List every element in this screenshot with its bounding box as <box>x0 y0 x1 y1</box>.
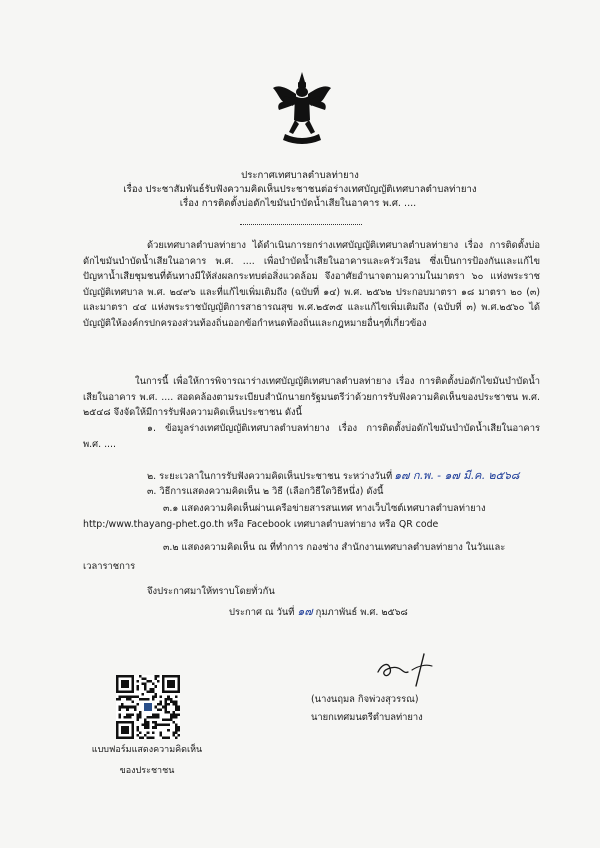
item-1: ๑. ข้อมูลร่างเทศบัญญัติเทศบาลตำบลท่ายาง เรื่อง การติดตั้งบ่อดักไขมันบำบัดน้ำเสียในอาคาร พ.ศ. .... <box>83 423 540 450</box>
garuda-emblem-icon <box>271 70 333 148</box>
item-2-text: ๒. ระยะเวลาในการรับฟังความคิดเห็นประชาชน ระหว่างวันที่ <box>147 471 393 482</box>
signer-name: (นางนฤมล กิจพ่วงสุวรรณ) <box>311 694 419 705</box>
item-3: ๓. วิธีการแสดงความคิดเห็น ๒ วิธี (เลือกวิธีใดวิธีหนึ่ง) ดังนี้ <box>147 486 384 497</box>
intro-paragraph: ด้วยเทศบาลตำบลท่ายาง ได้ดำเนินการยกร่างเทศบัญญัติเทศบาลตำบลท่ายาง เรื่อง การติดตั้งบ่อดักไขมันบำบัดน้ำเสียในอาคาร พ.ศ. .... เพื่อบำบัดน้ำเสียในอาคารและครัวเรือน ซึ่งเป็นการป้องกันและแก้ไขปัญหาน้ำเสียชุมชนที่ต้นทางมีให้ส่งผลกระทบต่อสิ่งแวดล้อม จึงอาศัยอำนาจตามความในมาตรา ๖๐ แห่งพระราชบัญญัติเทศบาล พ.ศ. ๒๔๙๖ และที่แก้ไขเพิ่มเติมถึง (ฉบับที่ ๑๔) พ.ศ. ๒๕๖๒ ประกอบมาตรา ๑๘ มาตรา ๒๐ (๓) และมาตรา ๔๔ แห่งพระราชบัญญัติการสาธารณสุข พ.ศ.๒๕๓๕ และแก้ไขเพิ่มเติมถึง (ฉบับที่ ๓) พ.ศ.๒๕๖๐ ได้บัญญัติให้องค์กรปกครองส่วนท้องถิ่นออกข้อกำหนดท้องถิ่นและกฎหมายอื่นๆที่เกี่ยวข้อง <box>83 240 540 329</box>
signature-icon <box>372 650 452 688</box>
qr-caption-line-2: ของประชาชน <box>119 766 175 776</box>
item-2 <box>147 469 519 484</box>
date-rest: กุมภาพันธ์ พ.ศ. ๒๕๖๘ <box>315 607 408 618</box>
date-prefix: ประกาศ ณ วันที่ <box>229 607 295 618</box>
item-3-2-line-1: ๓.๒ แสดงความคิดเห็น ณ ที่ทำการ กองช่าง สำนักงานเทศบาลตำบลท่ายาง ในวันและ <box>163 542 506 553</box>
handwritten-day: ๑๗ <box>297 605 313 618</box>
closing-line: จึงประกาศมาให้ทราบโดยทั่วกัน <box>147 586 275 597</box>
announcement-date <box>229 605 408 620</box>
divider <box>240 224 362 225</box>
signer-position: นายกเทศมนตรีตำบลท่ายาง <box>311 712 423 723</box>
handwritten-period: ๑๗ ก.พ. - ๑๗ มี.ค. ๒๕๖๘ <box>394 469 520 482</box>
subject-line-2: เรื่อง การติดตั้งบ่อดักไขมันบำบัดน้ำเสียในอาคาร พ.ศ. .... <box>179 198 417 209</box>
qr-code-icon[interactable] <box>116 675 180 739</box>
item-3-2-line-2: เวลาราชการ <box>83 561 136 572</box>
subject-line: เรื่อง ประชาสัมพันธ์รับฟังความคิดเห็นประชาชนต่อร่างเทศบัญญัติเทศบาลตำบลท่ายาง <box>123 184 477 195</box>
qr-caption-line-1: แบบฟอร์มแสดงความคิดเห็น <box>91 745 203 755</box>
item-3-1-line-2: http:/www.thayang-phet.go.th หรือ Facebook เทศบาลตำบลท่ายาง หรือ QR code <box>83 519 439 530</box>
item-3-1-line-1: ๓.๑ แสดงความคิดเห็นผ่านเครือข่ายสารสนเทศ ทางเว็บไซต์เทศบาลตำบลท่ายาง <box>163 503 486 514</box>
purpose-paragraph: ในการนี้ เพื่อให้การพิจารณาร่างเทศบัญญัติเทศบาลตำบลท่ายาง เรื่อง การติดตั้งบ่อดักไขมันบำบัดน้ำเสียในอาคาร พ.ศ. .... สอดคล้องตามระเบียบสำนักนายกรัฐมนตรีว่าด้วยการรับฟังความคิดเห็นของประชาชน พ.ศ. ๒๕๔๘ จึงจัดให้มีการรับฟังความคิดเห็นประชาชน ดังนี้ <box>83 376 540 419</box>
issuer-title: ประกาศเทศบาลตำบลท่ายาง <box>241 170 359 181</box>
